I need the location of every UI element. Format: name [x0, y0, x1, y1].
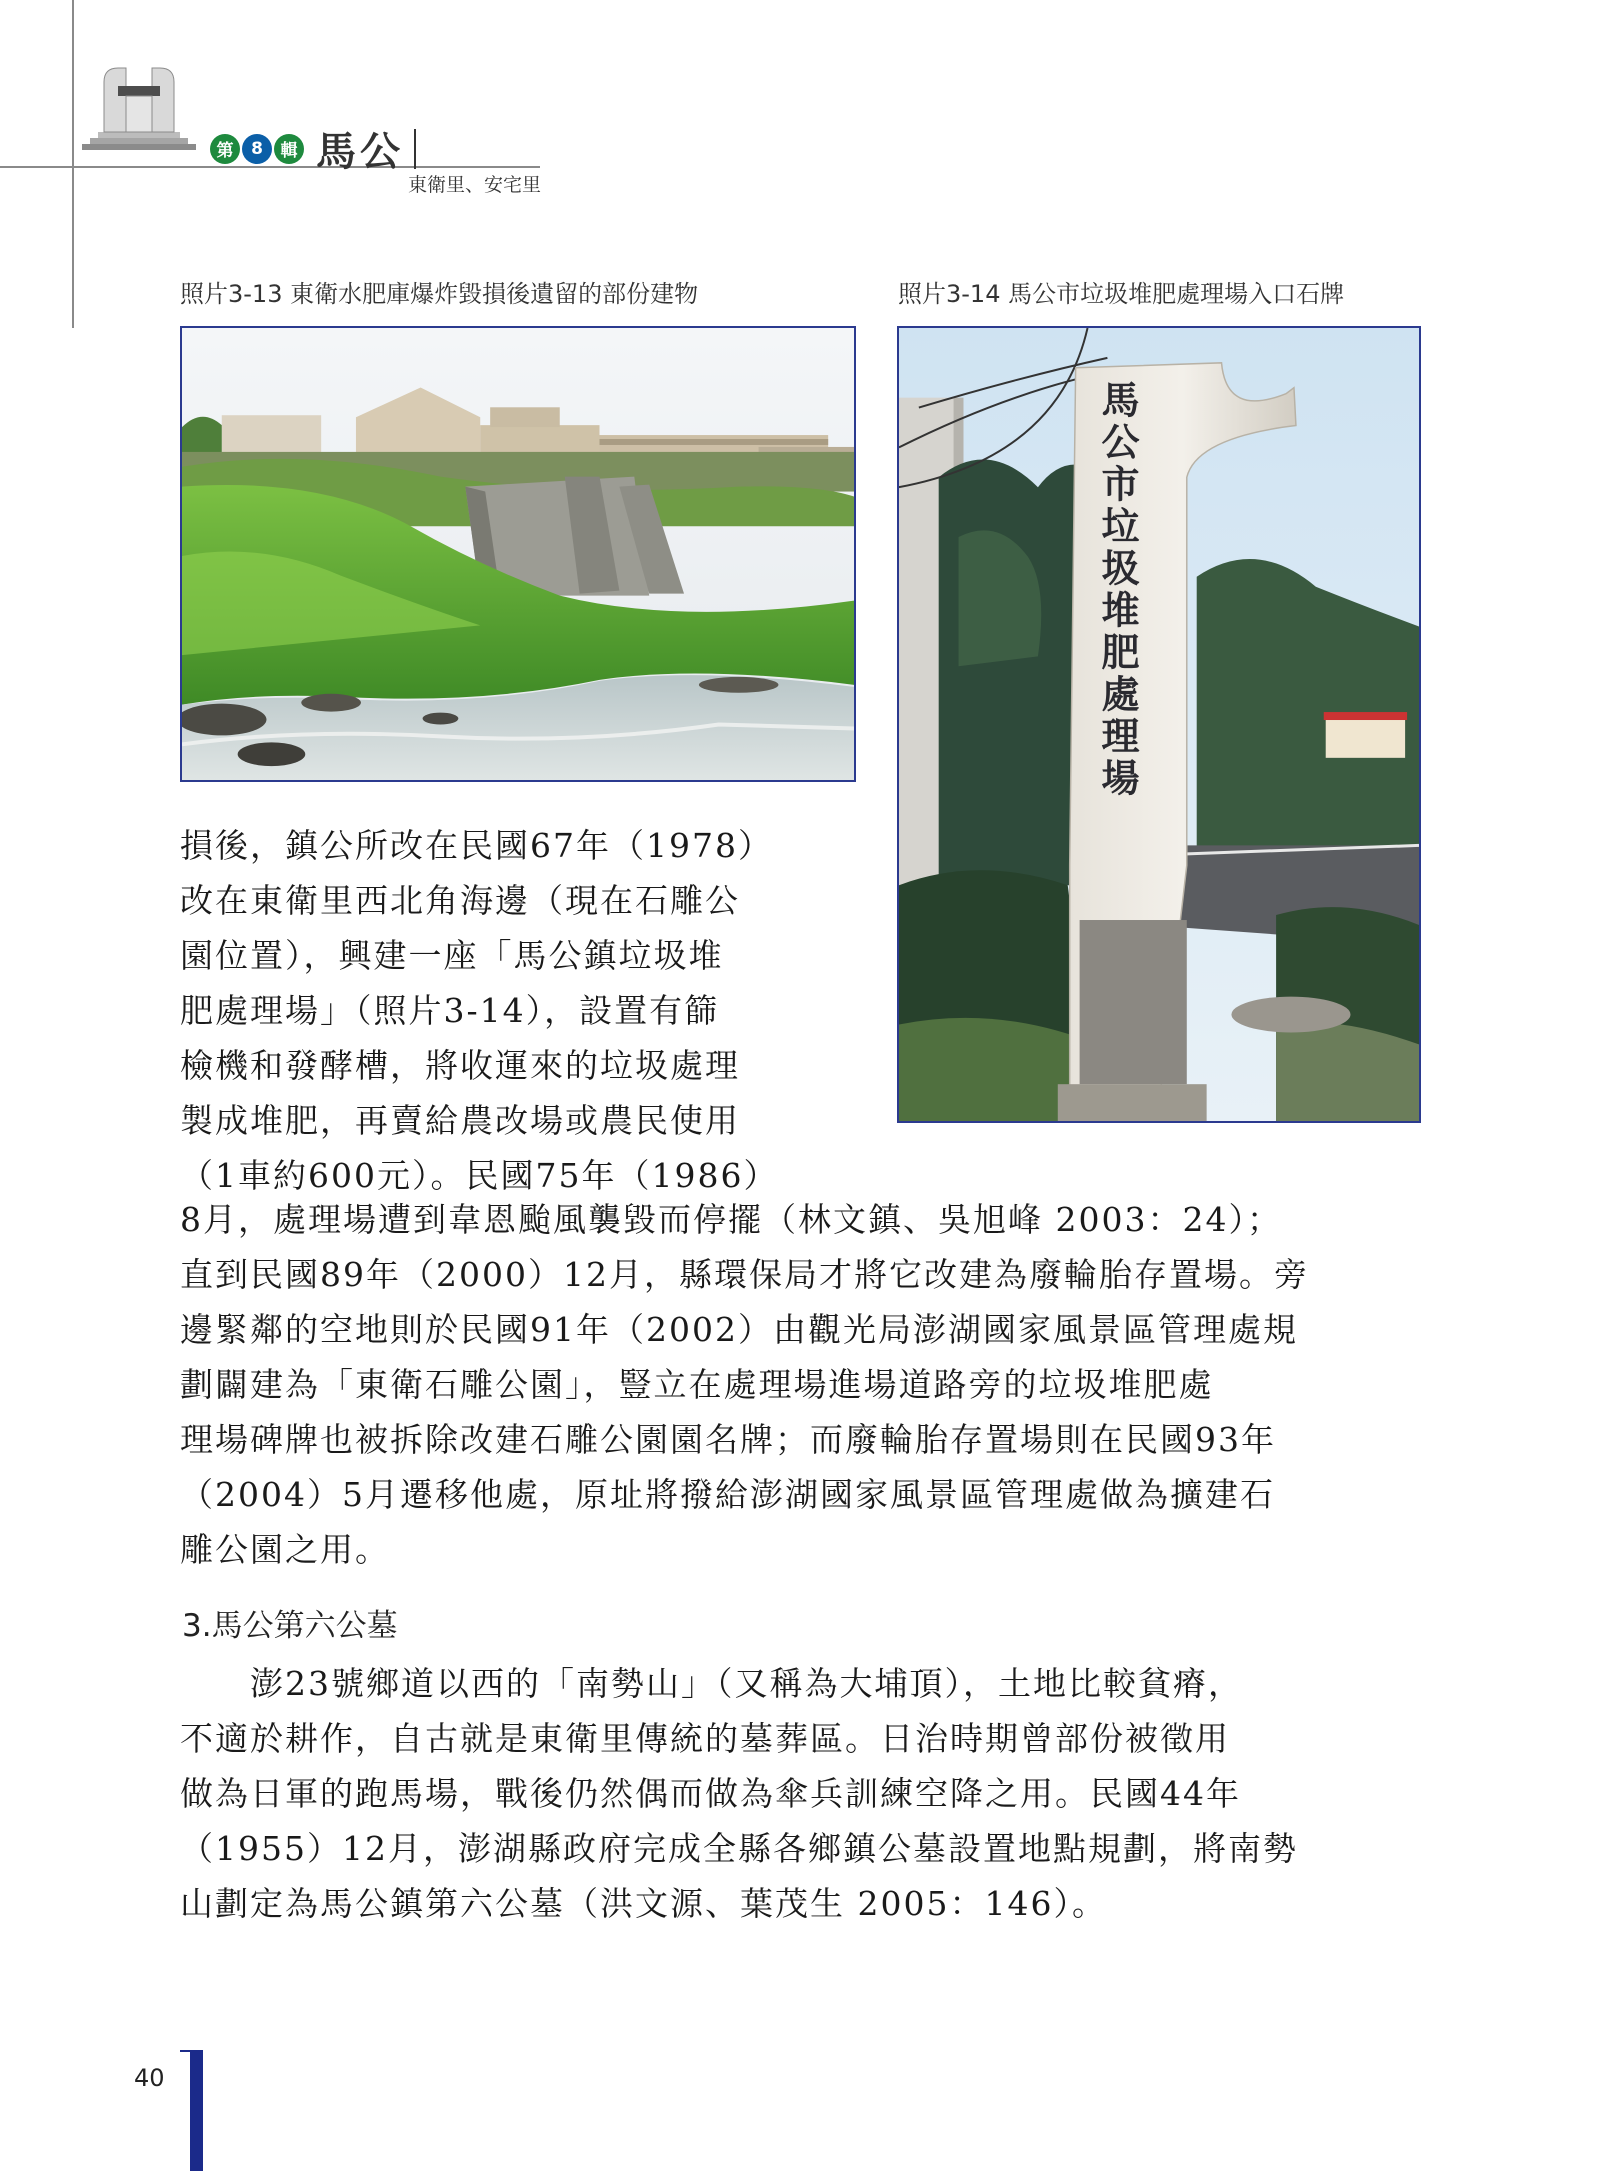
paragraph-3-line: 不適於耕作，自古就是東衛里傳統的墓葬區。日治時期曾部份被徵用	[180, 1719, 1230, 1758]
chapter-label	[210, 120, 416, 177]
paragraph-2-line: 雕公園之用。	[180, 1530, 390, 1569]
paragraph-1-line: 肥處理場」（照片3-14），設置有篩	[180, 991, 720, 1030]
section-heading: 3.馬公第六公墓	[182, 1608, 398, 1644]
stone-tablet-inscription: 馬公市垃圾堆肥處理場	[1095, 380, 1140, 800]
chapter-title-divider	[414, 129, 416, 169]
paragraph-3-line: （1955）12月，澎湖縣政府完成全縣各鄉鎮公墓設置地點規劃，將南勢	[180, 1829, 1298, 1868]
paragraph-1-line: （1車約600元）。民國75年（1986）	[180, 1156, 779, 1195]
photo-caption-3-14: 照片3-14 馬公市垃圾堆肥處理場入口石牌	[898, 280, 1345, 308]
chapter-suffix-badge: 輯	[274, 134, 304, 164]
paragraph-2-line: 理場碑牌也被拆除改建石雕公園園名牌；而廢輪胎存置場則在民國93年	[180, 1420, 1276, 1459]
paragraph-3-line: 澎23號鄉道以西的「南勢山」（又稱為大埔頂），土地比較貧瘠，	[180, 1664, 1243, 1703]
paragraph-1	[180, 818, 844, 1203]
page-number: 40	[134, 2064, 165, 2092]
paragraph-1-line: 改在東衛里西北角海邊（現在石雕公	[180, 881, 740, 920]
header-vertical-rule	[72, 0, 74, 328]
paragraph-3	[180, 1656, 1422, 1931]
paragraph-2-line: 劃闢建為「東衛石雕公園」，豎立在處理場進場道路旁的垃圾堆肥處	[180, 1365, 1214, 1404]
photo-3-13-ruined-building	[180, 326, 856, 782]
photo-3-14-stone-tablet	[897, 326, 1421, 1123]
paragraph-3-line: 做為日軍的跑馬場，戰後仍然偶而做為傘兵訓練空降之用。民國44年	[180, 1774, 1241, 1813]
paragraph-3-line: 山劃定為馬公鎮第六公墓（洪文源、葉茂生 2005：146）。	[180, 1884, 1107, 1923]
paragraph-2-line: （2004）5月遷移他處，原址將撥給澎湖國家風景區管理處做為擴建石	[180, 1475, 1275, 1514]
paragraph-1-line: 製成堆肥，再賣給農改場或農民使用	[180, 1101, 740, 1140]
footer-bar	[190, 2050, 203, 2171]
paragraph-2-line: 8月，處理場遭到韋恩颱風襲毀而停擺（林文鎮、吳旭峰 2003：24）；	[180, 1200, 1282, 1239]
paragraph-2-line: 邊緊鄰的空地則於民國91年（2002）由觀光局澎湖國家風景區管理處規	[180, 1310, 1298, 1349]
paragraph-1-line: 損後，鎮公所改在民國67年（1978）	[180, 826, 773, 865]
paragraph-1-line: 園位置），興建一座「馬公鎮垃圾堆	[180, 936, 724, 975]
paragraph-2-line: 直到民國89年（2000）12月，縣環保局才將它改建為廢輪胎存置場。旁	[180, 1255, 1309, 1294]
chapter-number-badge: 8	[242, 134, 272, 164]
monument-logo-icon	[74, 62, 204, 158]
photo-caption-3-13: 照片3-13 東衛水肥庫爆炸毀損後遺留的部份建物	[180, 280, 699, 308]
chapter-subtitle: 東衛里、安宅里	[408, 174, 542, 196]
paragraph-2	[180, 1192, 1422, 1577]
chapter-title: 馬公	[316, 128, 404, 175]
chapter-prefix-badge: 第	[210, 134, 240, 164]
paragraph-1-line: 檢機和發酵槽，將收運來的垃圾處理	[180, 1046, 740, 1085]
